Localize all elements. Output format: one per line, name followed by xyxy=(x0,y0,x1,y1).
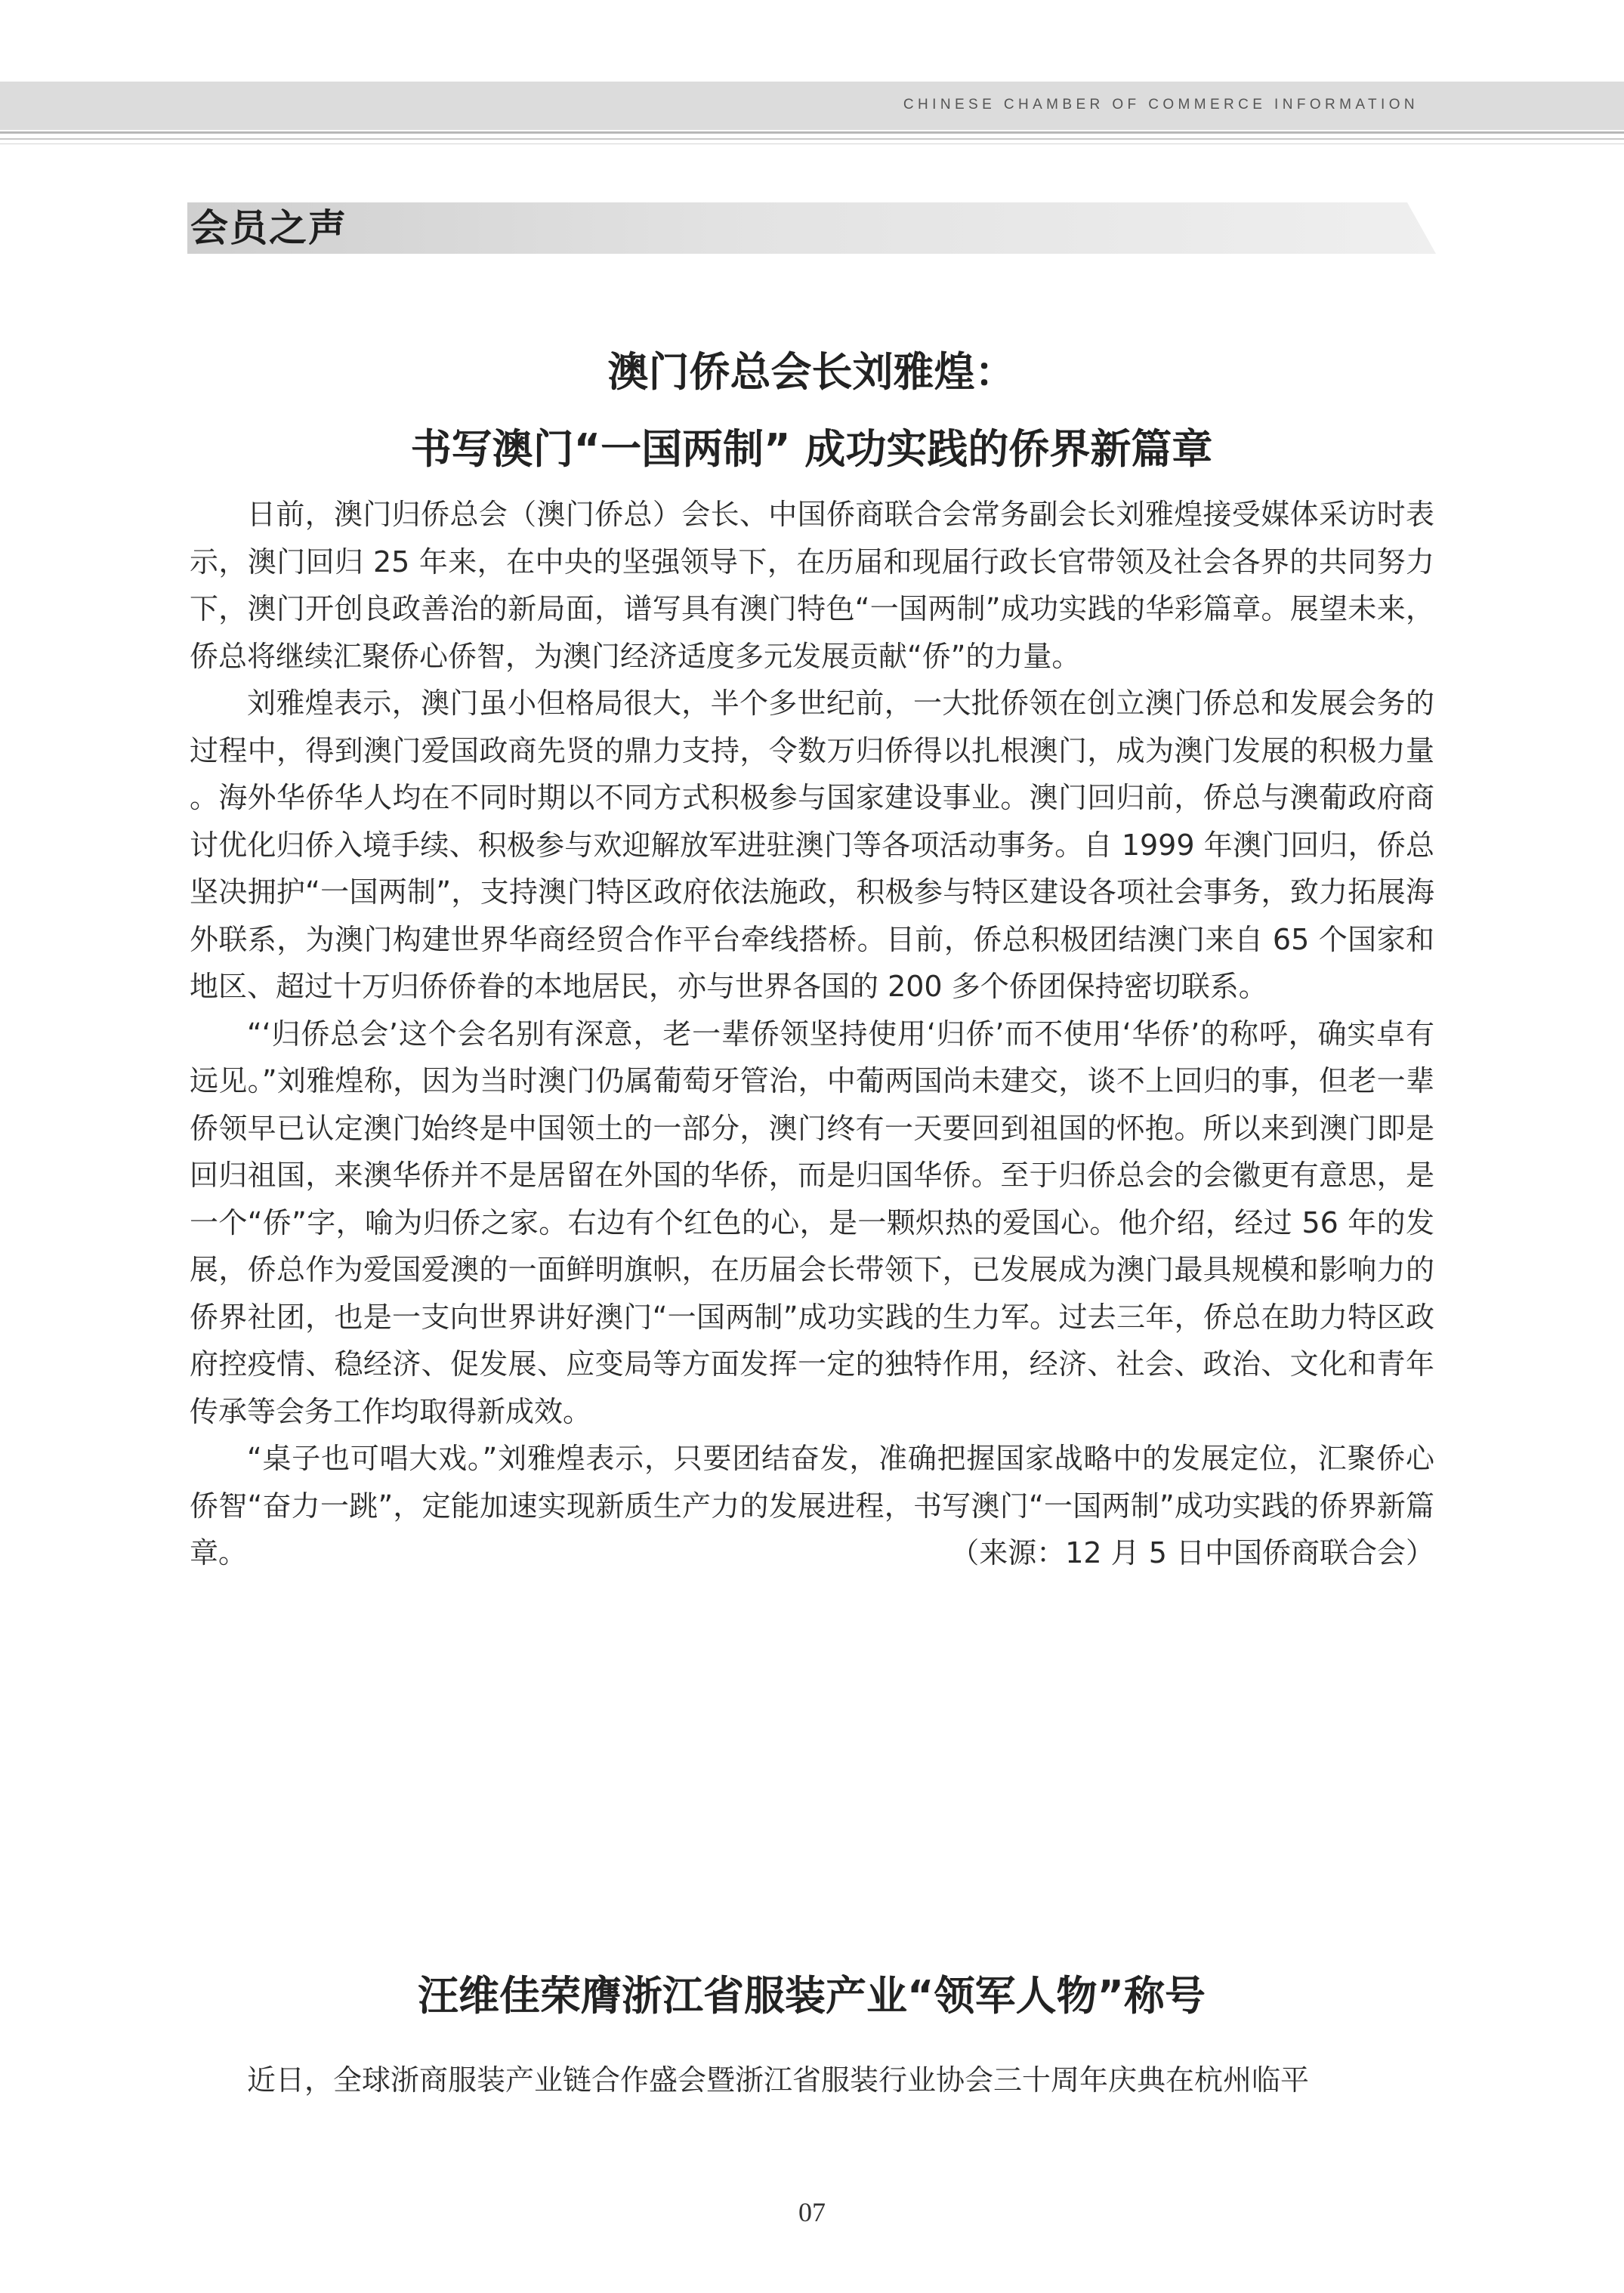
article-1-source: （来源：12 月 5 日中国侨商联合会） xyxy=(950,1536,1434,1569)
article-1-paragraph: 日前，澳门归侨总会（澳门侨总）会长、中国侨商联合会常务副会长刘雅煌接受媒体采访时表示，澳门回归 25 年来，在中央的坚强领导下，在历届和现届行政长官带领及社会各界的共同努力下，澳门开创良政善治的新局面，谱写具有澳门特色“一国两制”成功实践的华彩篇章。展望未来，侨总将继续汇聚侨心侨智，为澳门经济适度多元发展贡献“侨”的力量。 xyxy=(190,498,1434,673)
header-rule xyxy=(0,138,1624,140)
article-1-body xyxy=(190,491,1434,1577)
article-2-title: 汪维佳荣膺浙江省服装产业“领军人物”称号 xyxy=(418,1972,1206,2020)
header-rule xyxy=(0,131,1624,134)
section-tab-background xyxy=(187,202,1436,254)
article-1-title-line-2: 书写澳门“一国两制” 成功实践的侨界新篇章 xyxy=(410,425,1213,473)
article-1-paragraph: 刘雅煌表示，澳门虽小但格局很大，半个多世纪前，一大批侨领在创立澳门侨总和发展会务的过程中，得到澳门爱国政商先贤的鼎力支持，令数万归侨得以扎根澳门，成为澳门发展的积极力量。海外华侨华人均在不同时期以不同方式积极参与国家建设事业。澳门回归前，侨总与澳葡政府商讨优化归侨入境手续、积极参与欢迎解放军进驻澳门等各项活动事务。自 1999 年澳门回归，侨总坚决拥护“一国两制”，支持澳门特区政府依法施政，积极参与特区建设各项社会事务，致力拓展海外联系，为澳门构建世界华商经贸合作平台牵线搭桥。目前，侨总积极团结澳门来自 65 个国家和地区、超过十万归侨侨眷的本地居民，亦与世界各国的 200 多个侨团保持密切联系。 xyxy=(190,687,1434,1003)
section-title: 会员之声 xyxy=(190,205,347,250)
article-2-body xyxy=(190,2057,1434,2104)
article-1-paragraph: “‘归侨总会’这个会名别有深意，老一辈侨领坚持使用‘归侨’而不使用‘华侨’的称呼，确实卓有远见。”刘雅煌称，因为当时澳门仍属葡萄牙管治，中葡两国尚未建交，谈不上回归的事，但老一辈侨领早已认定澳门始终是中国领土的一部分，澳门终有一天要回到祖国的怀抱。所以来到澳门即是回归祖国，来澳华侨并不是居留在外国的华侨，而是归国华侨。至于归侨总会的会徽更有意思，是一个“侨”字，喻为归侨之家。右边有个红色的心，是一颗炽热的爱国心。他介绍，经过 56 年的发展，侨总作为爱国爱澳的一面鲜明旗帜，在历届会长带领下，已发展成为澳门最具规模和影响力的侨界社团，也是一支向世界讲好澳门“一国两制”成功实践的生力军。过去三年，侨总在助力特区政府控疫情、稳经济、促发展、应变局等方面发挥一定的独特作用，经济、社会、政治、文化和青年传承等会务工作均取得新成效。 xyxy=(190,1017,1434,1428)
publication-name: CHINESE CHAMBER OF COMMERCE INFORMATION xyxy=(903,97,1419,113)
article-1-paragraph: “桌子也可唱大戏。”刘雅煌表示，只要团结奋发，准确把握国家战略中的发展定位，汇聚侨心侨智“奋力一跳”，定能加速实现新质生产力的发展进程，书写澳门“一国两制”成功实践的侨界新篇章。 xyxy=(190,1442,1434,1569)
page-number: 07 xyxy=(798,2197,826,2227)
article-2-paragraph: 近日，全球浙商服装产业链合作盛会暨浙江省服装行业协会三十周年庆典在杭州临平 xyxy=(247,2063,1310,2097)
article-1-title-line-1: 澳门侨总会长刘雅煌： xyxy=(607,348,1016,396)
